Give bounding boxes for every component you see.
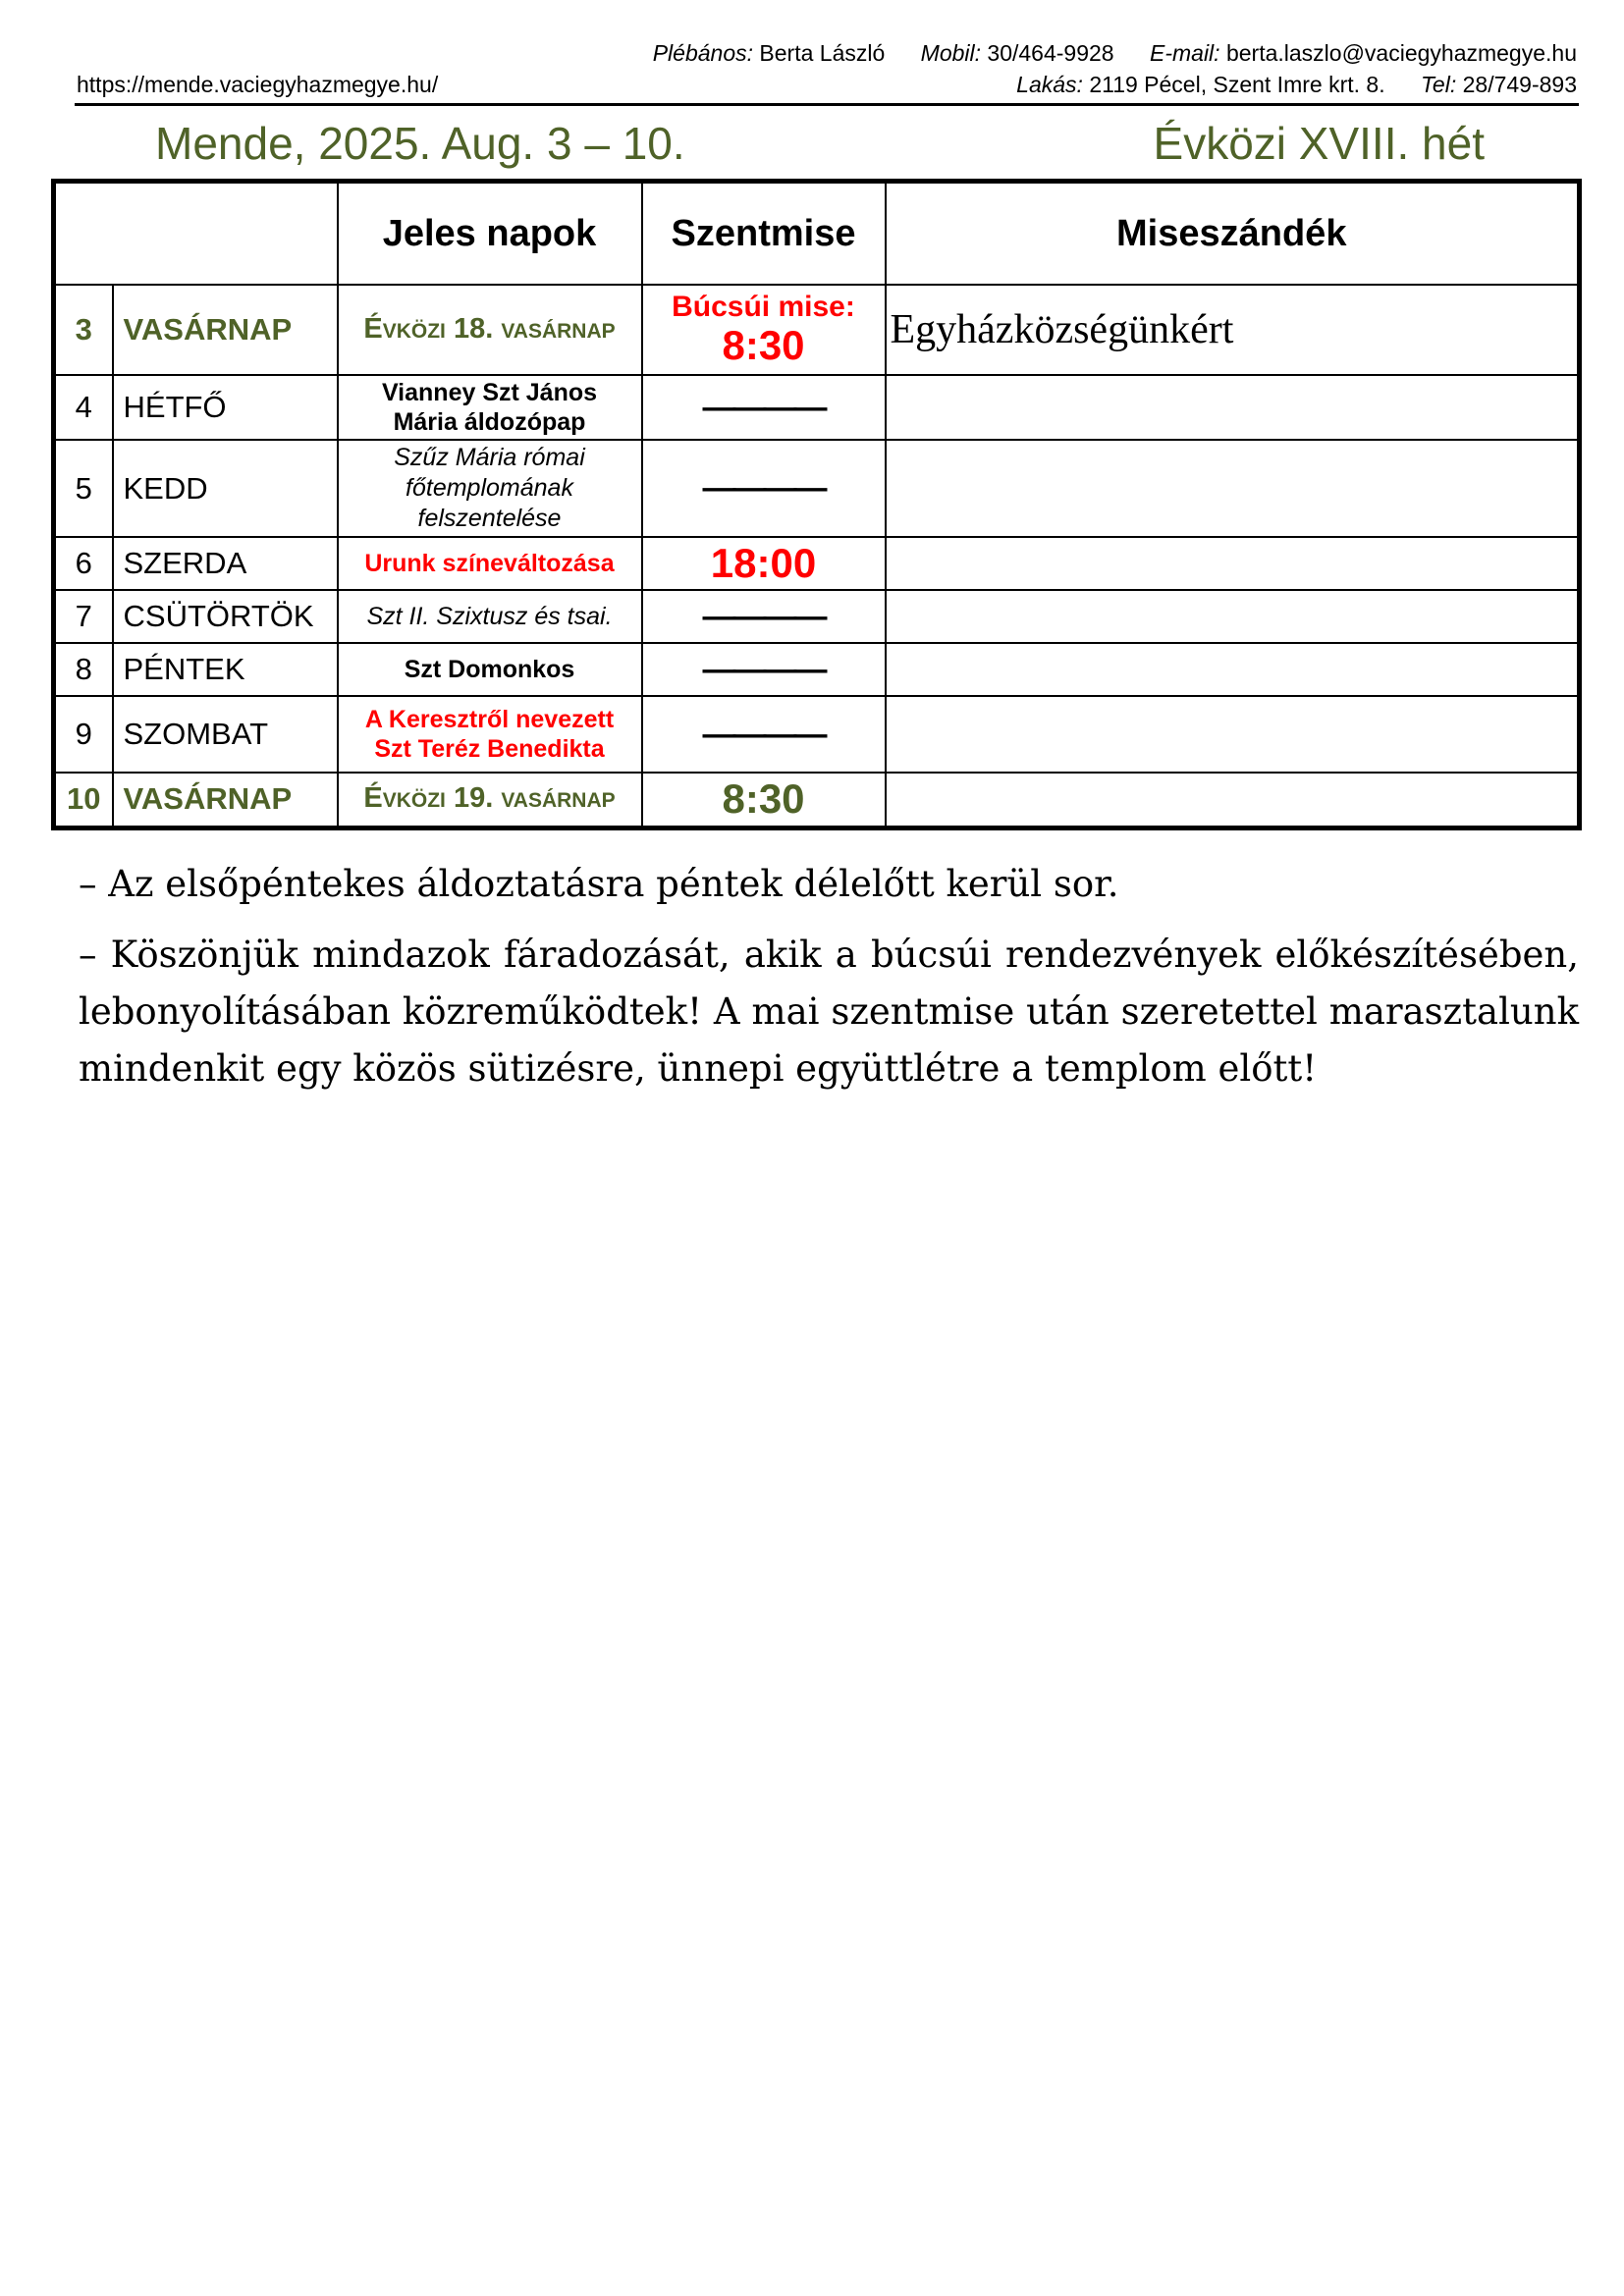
page-title: Mende, 2025. Aug. 3 – 10. — [155, 118, 685, 169]
mass-cell — [642, 590, 886, 643]
announcement-paragraph: – Köszönjük mindazok fáradozását, akik a búcsúi rendezvények előkészítésében, lebonyolításában közreműködtek! A mai szentmise után szeretettel marasztalunk mindenkit egy közös sütizésre, ünnepi együttlétre a templom előtt! — [79, 934, 1579, 1090]
mass-cell — [642, 696, 886, 773]
mass-time: 18:00 — [710, 540, 817, 586]
header-contact-line — [77, 39, 1577, 67]
tel-number: 28/749-893 — [1462, 72, 1577, 97]
day-name: SZOMBAT — [113, 696, 338, 773]
header-cell-mass: Szentmise — [642, 182, 886, 286]
day-number: 10 — [54, 773, 113, 828]
table-row — [54, 285, 1580, 375]
intention-cell — [886, 537, 1580, 590]
header-divider — [75, 103, 1579, 106]
feast-cell: ÉVKÖZI 19. VASÁRNAP — [338, 773, 642, 828]
mass-cell — [642, 643, 886, 696]
address-text: 2119 Pécel, Szent Imre krt. 8. — [1089, 72, 1385, 97]
table-row — [54, 696, 1580, 773]
day-number: 7 — [54, 590, 113, 643]
header-cell-feasts: Jeles napok — [338, 182, 642, 286]
email-address[interactable]: berta.laszlo@vaciegyhazmegye.hu — [1225, 40, 1577, 66]
day-number: 3 — [54, 285, 113, 375]
table-row — [54, 537, 1580, 590]
mass-cell — [642, 285, 886, 375]
tel-label: Tel: — [1420, 72, 1457, 97]
feast-cell: Urunk színeváltozása — [338, 537, 642, 590]
header-cell-intention: Miseszándék — [886, 182, 1580, 286]
no-mass-dash: ———— — [702, 650, 825, 688]
feast-cell: ÉVKÖZI 18. VASÁRNAP — [338, 285, 642, 375]
intention-cell — [886, 643, 1580, 696]
no-mass-dash: ———— — [702, 388, 825, 426]
mass-time: 8:30 — [722, 322, 805, 368]
mobile-label: Mobil: — [920, 40, 982, 66]
pastor-name: Berta László — [759, 40, 886, 66]
mass-cell — [642, 537, 886, 590]
mass-cell — [642, 773, 886, 828]
intention-cell — [886, 773, 1580, 828]
website-link[interactable]: https://mende.vaciegyhazmegye.hu/ — [77, 72, 439, 97]
mass-time: 8:30 — [722, 775, 805, 823]
header-cell-day — [54, 182, 338, 286]
feast-cell: Szűz Mária római főtemplomának felszentelése — [338, 440, 642, 537]
day-number: 5 — [54, 440, 113, 537]
day-name: VASÁRNAP — [113, 773, 338, 828]
mass-schedule-table — [51, 179, 1582, 830]
intention-cell — [886, 590, 1580, 643]
feast-mass-label: Búcsúi mise: — [672, 291, 855, 323]
no-mass-dash: ———— — [702, 469, 825, 507]
mass-cell — [642, 375, 886, 440]
day-name: VASÁRNAP — [113, 285, 338, 375]
table-row — [54, 440, 1580, 537]
mass-cell — [642, 440, 886, 537]
table-row — [54, 590, 1580, 643]
intention-cell — [886, 375, 1580, 440]
no-mass-dash: ———— — [702, 597, 825, 635]
feast-cell: Szt Domonkos — [338, 643, 642, 696]
day-name: KEDD — [113, 440, 338, 537]
day-number: 4 — [54, 375, 113, 440]
feast-cell: Szt II. Szixtusz és tsai. — [338, 590, 642, 643]
address-block — [1016, 71, 1577, 98]
day-name: SZERDA — [113, 537, 338, 590]
day-name: CSÜTÖRTÖK — [113, 590, 338, 643]
intention-cell — [886, 440, 1580, 537]
day-name: HÉTFŐ — [113, 375, 338, 440]
table-row — [54, 643, 1580, 696]
intention-cell: Egyházközségünkért — [886, 285, 1580, 375]
day-number: 8 — [54, 643, 113, 696]
week-title: Évközi XVIII. hét — [1153, 118, 1485, 169]
no-mass-dash: ———— — [702, 715, 825, 753]
feast-cell: Vianney Szt János Mária áldozópap — [338, 375, 642, 440]
announcements — [79, 856, 1579, 1111]
day-number: 6 — [54, 537, 113, 590]
day-number: 9 — [54, 696, 113, 773]
email-label: E-mail: — [1150, 40, 1220, 66]
header-address-line — [77, 71, 1577, 98]
feast-cell: A Keresztről nevezett Szt Teréz Benedikta — [338, 696, 642, 773]
address-label: Lakás: — [1016, 72, 1083, 97]
intention-cell — [886, 696, 1580, 773]
table-header-row — [54, 182, 1580, 286]
mobile-number: 30/464-9928 — [987, 40, 1114, 66]
table-row — [54, 773, 1580, 828]
pastor-label: Plébános: — [652, 40, 754, 66]
day-name: PÉNTEK — [113, 643, 338, 696]
announcement-paragraph: – Az elsőpéntekes áldoztatásra péntek délelőtt kerül sor. — [79, 863, 1119, 905]
table-row — [54, 375, 1580, 440]
